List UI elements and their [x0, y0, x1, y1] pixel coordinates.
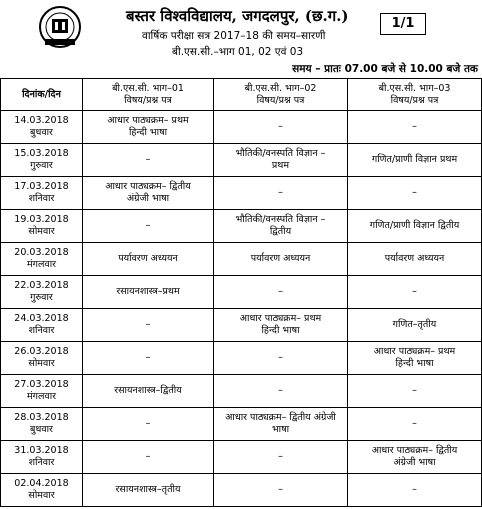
table-row [1, 210, 482, 243]
exam-day: सोमवार [28, 226, 55, 237]
table-row [1, 375, 482, 408]
part1-subject-cell: पर्यावरण अध्ययन [83, 243, 214, 276]
date-cell [1, 210, 83, 243]
date-column-header: दिनांक/दिन [1, 79, 83, 111]
part1-subject-cell: – [83, 408, 214, 441]
part2-subject-cell: – [214, 441, 348, 474]
date-cell [1, 243, 83, 276]
part2-subject-cell: – [214, 342, 348, 375]
exam-date: 15.03.2018 [14, 148, 69, 159]
exam-date: 28.03.2018 [14, 412, 69, 423]
exam-date: 27.03.2018 [14, 379, 69, 390]
part1-subject-cell: रसायनशास्त्र–प्रथम [83, 276, 214, 309]
part3-subject-cell: पर्यावरण अध्ययन [348, 243, 482, 276]
exam-day: मंगलवार [26, 259, 57, 270]
part1-subject-cell: – [83, 144, 214, 177]
column-header-class: बी.एस.सी. भाग–03 [378, 82, 451, 94]
table-row [1, 408, 482, 441]
part2-subject-cell: – [214, 375, 348, 408]
column-header-part1 [83, 79, 214, 111]
part1-subject-cell: रसायनशास्त्र–तृतीय [83, 474, 214, 507]
part3-subject-cell: – [348, 375, 482, 408]
date-cell [1, 408, 83, 441]
date-cell [1, 177, 83, 210]
part3-subject-cell: गणित/प्राणी विज्ञान द्वितीय [348, 210, 482, 243]
part2-subject-cell: पर्यावरण अध्ययन [214, 243, 348, 276]
table-row [1, 441, 482, 474]
part2-subject-cell: आधार पाठ्यक्रम– द्वितीय अंग्रेजी भाषा [214, 408, 348, 441]
part2-subject-cell: – [214, 276, 348, 309]
date-cell [1, 309, 83, 342]
date-cell [1, 474, 83, 507]
university-seal-icon [37, 5, 83, 49]
part3-subject-cell: – [348, 111, 482, 144]
date-cell [1, 111, 83, 144]
exam-day: शनिवार [28, 457, 55, 468]
exam-date: 22.03.2018 [14, 280, 69, 291]
column-header-subject: विषय/प्रश्न पत्र [256, 94, 305, 106]
page-badge: 1/1 [380, 13, 426, 35]
date-cell [1, 276, 83, 309]
column-header-subject: विषय/प्रश्न पत्र [124, 94, 172, 106]
part3-subject-cell: गणित–तृतीय [348, 309, 482, 342]
date-cell [1, 342, 83, 375]
table-row [1, 111, 482, 144]
exam-day: गुरुवार [30, 292, 53, 303]
part3-subject-cell: आधार पाठ्यक्रम– द्वितीय अंग्रेजी भाषा [348, 441, 482, 474]
table-row [1, 144, 482, 177]
part3-subject-cell: – [348, 408, 482, 441]
column-header-class: बी.एस.सी. भाग–01 [112, 82, 184, 94]
part2-subject-cell: – [214, 111, 348, 144]
class-list: बी.एस.सी.–भाग 01, 02 एवं 03 [172, 46, 304, 58]
part3-subject-cell: – [348, 474, 482, 507]
exam-subtitle: वार्षिक परीक्षा सत्र 2017–18 की समय–सारणी [142, 30, 326, 42]
table-row [1, 309, 482, 342]
exam-date: 26.03.2018 [14, 346, 69, 357]
table-row [1, 474, 482, 507]
exam-date: 02.04.2018 [14, 478, 69, 489]
date-cell [1, 375, 83, 408]
part1-subject-cell: आधार पाठ्यक्रम– प्रथम हिन्दी भाषा [83, 111, 214, 144]
column-header-subject: विषय/प्रश्न पत्र [390, 94, 439, 106]
part2-subject-cell: – [214, 474, 348, 507]
part3-subject-cell: – [348, 177, 482, 210]
exam-day: बुधवार [30, 127, 53, 138]
part3-subject-cell: आधार पाठ्यक्रम– प्रथम हिन्दी भाषा [348, 342, 482, 375]
university-title: बस्तर विश्वविद्यालय, जगदलपुर, (छ.ग.) [126, 7, 349, 25]
part1-subject-cell: – [83, 342, 214, 375]
part1-subject-cell: – [83, 309, 214, 342]
table-row [1, 342, 482, 375]
part2-subject-cell: आधार पाठ्यक्रम– प्रथम हिन्दी भाषा [214, 309, 348, 342]
exam-time: समय – प्रातः 07.00 बजे से 10.00 बजे तक [292, 63, 478, 75]
part1-subject-cell: – [83, 441, 214, 474]
part1-subject-cell: – [83, 210, 214, 243]
part1-subject-cell: रसायनशास्त्र–द्वितीय [83, 375, 214, 408]
exam-day: सोमवार [28, 490, 55, 501]
table-row [1, 177, 482, 210]
exam-date: 14.03.2018 [14, 115, 69, 126]
timetable [0, 78, 482, 507]
part1-subject-cell: आधार पाठ्यक्रम– द्वितीय अंग्रेजी भाषा [83, 177, 214, 210]
column-header-part2 [214, 79, 348, 111]
part3-subject-cell: – [348, 276, 482, 309]
date-cell [1, 441, 83, 474]
exam-day: शनिवार [28, 193, 55, 204]
exam-day: शनिवार [28, 325, 55, 336]
date-cell [1, 144, 83, 177]
exam-date: 31.03.2018 [14, 445, 69, 456]
exam-date: 19.03.2018 [14, 214, 69, 225]
column-header-part3 [348, 79, 482, 111]
part2-subject-cell: भौतिकी/वनस्पति विज्ञान – द्वितीय [214, 210, 348, 243]
table-row [1, 243, 482, 276]
exam-date: 20.03.2018 [14, 247, 69, 258]
table-row [1, 276, 482, 309]
part3-subject-cell: गणित/प्राणी विज्ञान प्रथम [348, 144, 482, 177]
column-header-class: बी.एस.सी. भाग–02 [244, 82, 317, 94]
exam-day: सोमवार [28, 358, 55, 369]
timetable-header-row [1, 79, 482, 111]
exam-day: मंगलवार [26, 391, 57, 402]
exam-date: 24.03.2018 [14, 313, 69, 324]
exam-date: 17.03.2018 [14, 181, 69, 192]
part2-subject-cell: – [214, 177, 348, 210]
exam-day: गुरुवार [30, 160, 53, 171]
part2-subject-cell: भौतिकी/वनस्पति विज्ञान – प्रथम [214, 144, 348, 177]
exam-day: बुधवार [30, 424, 53, 435]
